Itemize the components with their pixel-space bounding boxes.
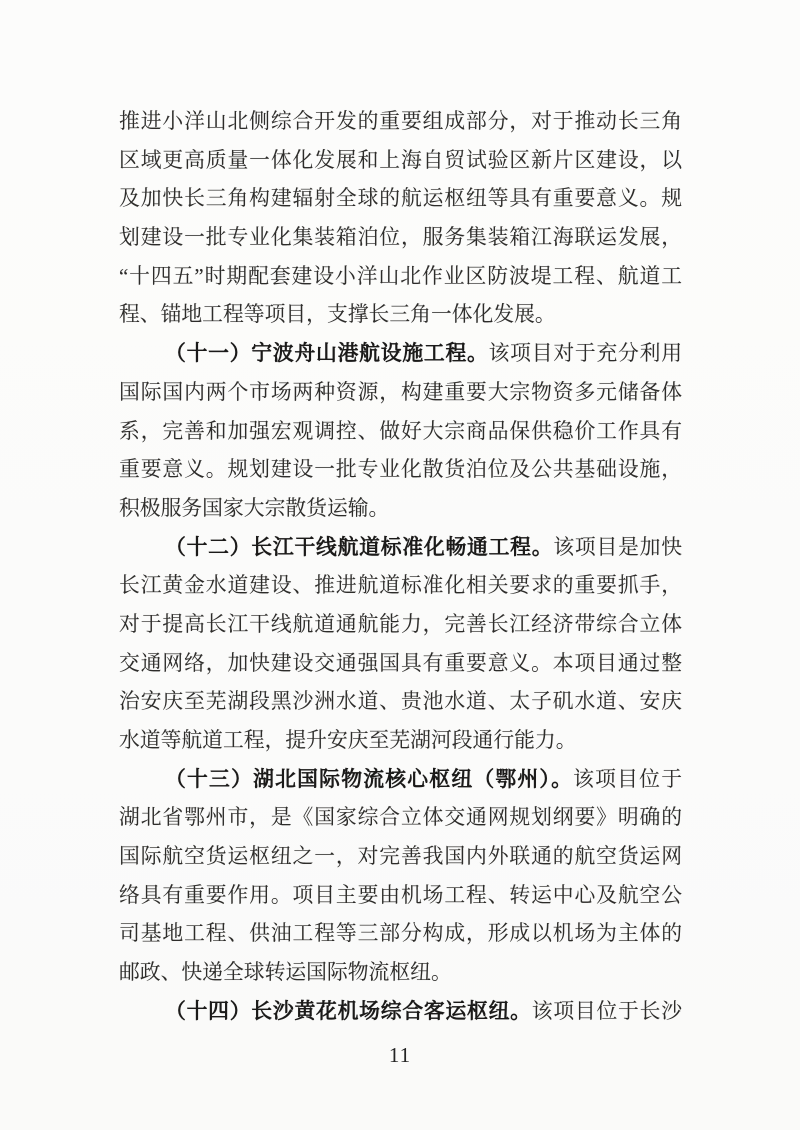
- body-line: 络具有重要作用。项目主要由机场工程、转运中心及航空公: [119, 883, 682, 907]
- section-heading: （十三）湖北国际物流核心枢纽（鄂州）。: [165, 767, 574, 791]
- body-line: 系，完善和加强宏观调控、做好大宗商品保供稳价工作具有: [119, 419, 682, 443]
- section-heading-line-11: [119, 335, 682, 374]
- body-line: 司基地工程、供油工程等三部分构成，形成以机场为主体的: [119, 922, 682, 946]
- body-line: “十四五”时期配套建设小洋山北作业区防波堤工程、航道工: [119, 264, 682, 288]
- body-line: 湖北省鄂州市，是《国家综合立体交通网规划纲要》明确的: [119, 806, 682, 830]
- body-text: 该项目对于充分利用: [488, 342, 682, 366]
- document-text-block: [119, 103, 682, 1032]
- body-line: 交通网络，加快建设交通强国具有重要意义。本项目通过整: [119, 651, 682, 675]
- body-line-paragraph-end: 积极服务国家大宗散货运输。: [119, 496, 390, 520]
- body-line: 划建设一批专业化集装箱泊位，服务集装箱江海联运发展，: [119, 226, 682, 250]
- body-line: 重要意义。规划建设一批专业化散货泊位及公共基础设施，: [119, 458, 682, 482]
- body-line: 长江黄金水道建设、推进航道标准化相关要求的重要抓手，: [119, 574, 682, 598]
- body-line-paragraph-end: 程、锚地工程等项目，支撑长三角一体化发展。: [119, 303, 556, 327]
- body-line: 国际航空货运枢纽之一，对完善我国内外联通的航空货运网: [119, 845, 682, 869]
- body-line-paragraph-end: 水道等航道工程，提升安庆至芜湖河段通行能力。: [119, 729, 577, 752]
- body-line: 及加快长三角构建辐射全球的航运枢纽等具有重要意义。规: [119, 187, 682, 211]
- body-text: 该项目位于: [573, 767, 682, 791]
- body-line: 区域更高质量一体化发展和上海自贸试验区新片区建设，以: [119, 148, 682, 172]
- body-line: 治安庆至芜湖段黑沙洲水道、贵池水道、太子矶水道、安庆: [119, 690, 682, 714]
- body-line: 国际国内两个市场两种资源，构建重要大宗物资多元储备体: [119, 380, 682, 404]
- section-heading-line-13: [119, 761, 682, 800]
- body-text: 该项目位于长沙: [531, 999, 682, 1023]
- page-number: 11: [388, 1043, 412, 1067]
- section-heading: （十一）宁波舟山港航设施工程。: [165, 342, 489, 366]
- body-line: 对于提高长江干线航道通航能力，完善长江经济带综合立体: [119, 612, 682, 636]
- body-line-paragraph-end: 邮政、快递全球转运国际物流枢纽。: [119, 961, 452, 985]
- section-heading-line-14: [119, 993, 682, 1032]
- body-line: 推进小洋山北侧综合开发的重要组成部分，对于推动长三角: [119, 110, 682, 133]
- section-heading-line-12: [119, 529, 682, 568]
- section-heading: （十四）长沙黄花机场综合客运枢纽。: [165, 999, 532, 1023]
- body-text: 该项目是加快: [553, 535, 682, 559]
- section-heading: （十二）长江干线航道标准化畅通工程。: [165, 535, 554, 559]
